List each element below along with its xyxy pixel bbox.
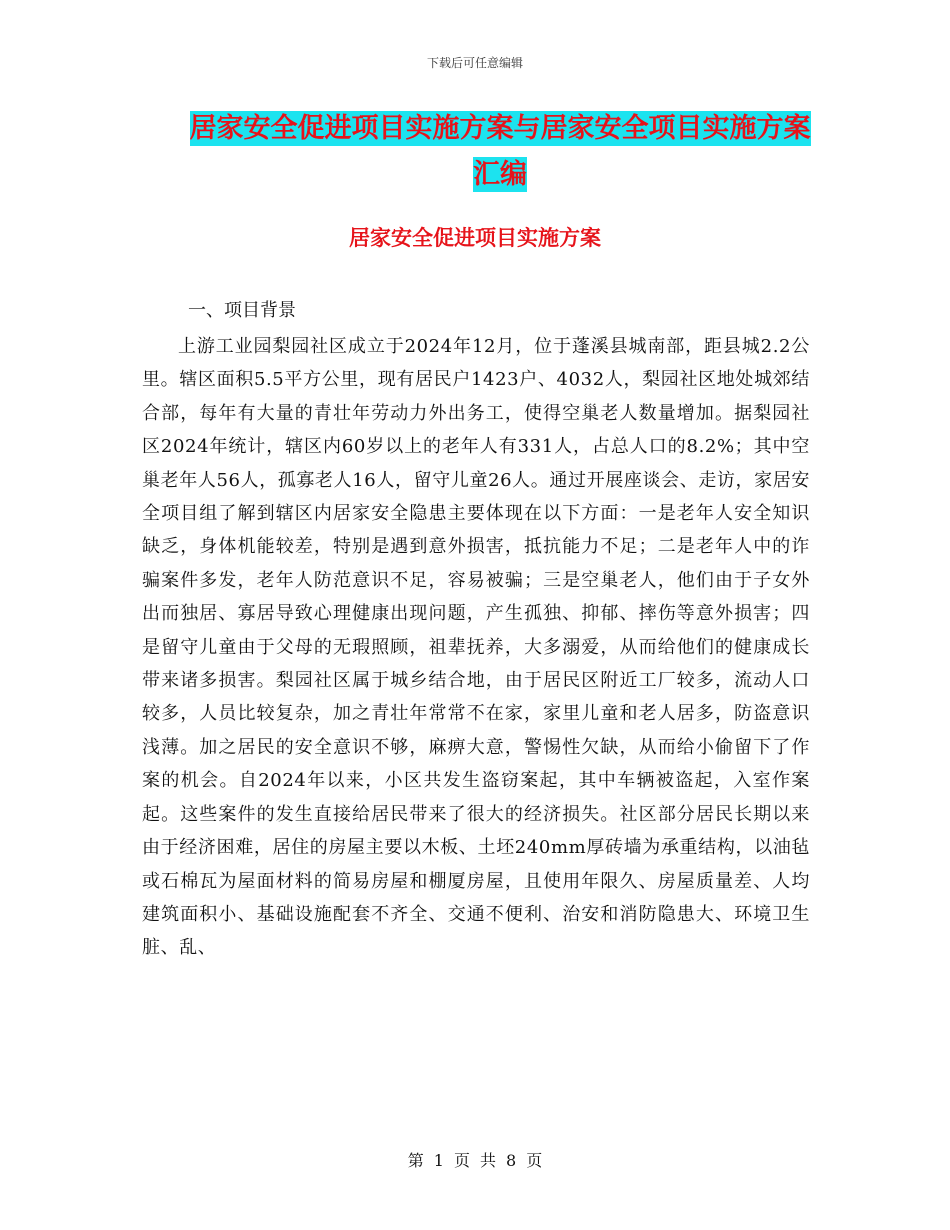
footer-suffix: 页 (526, 1151, 543, 1170)
sub-title: 居家安全促进项目实施方案 (349, 226, 601, 250)
footer-mid2: 共 (480, 1151, 497, 1170)
footer-prefix: 第 (407, 1151, 424, 1170)
main-title-line1: 居家安全促进项目实施方案与居家安全项目实施方案 (189, 113, 811, 144)
header-note: 下载后可任意编辑 (426, 56, 523, 70)
footer-total-pages: 8 (506, 1151, 517, 1170)
main-title-line2: 汇编 (473, 159, 527, 190)
footer-mid1: 页 (453, 1151, 470, 1170)
section-heading: 一、项目背景 (188, 300, 296, 321)
main-title (140, 106, 860, 198)
page-footer (0, 1148, 950, 1171)
footer-current-page: 1 (433, 1151, 444, 1170)
body-paragraph: 上游工业园梨园社区成立于2024年12月，位于蓬溪县城南部，距县城2.2公里。辖区面积5.5平方公里，现有居民户1423户、4032人，梨园社区地处城郊结合部，每年有大量的青壮年劳动力外出务工，使得空巢老人数量增加。据梨园社区2024年统计，辖区内60岁以上的老年人有331人，占总人口的8.2%；其中空巢老年人56人，孤寡老人16人，留守儿童26人。通过开展座谈会、走访，家居安全项目组了解到辖区内居家安全隐患主要体现在以下方面：一是老年人安全知识缺乏，身体机能较差，特别是遇到意外损害，抵抗能力不足；二是老年人中的诈骗案件多发，老年人防范意识不足，容易被骗；三是空巢老人，他们由于子女外出而独居、寡居导致心理健康出现问题，产生孤独、抑郁、摔伤等意外损害；四是留守儿童由于父母的无瑕照顾，祖辈抚养，大多溺爱，从而给他们的健康成长带来诸多损害。梨园社区属于城乡结合地，由于居民区附近工厂较多，流动人口较多，人员比较复杂，加之青壮年常常不在家，家里儿童和老人居多，防盗意识浅薄。加之居民的安全意识不够，麻痹大意，警惕性欠缺，从而给小偷留下了作案的机会。自2024年以来，小区共发生盗窃案起，其中车辆被盗起，入室作案起。这些案件的发生直接给居民带来了很大的经济损失。社区部分居民长期以来由于经济困难，居住的房屋主要以木板、土坯240mm厚砖墙为承重结构，以油毡或石棉瓦为屋面材料的简易房屋和棚厦房屋，且使用年限久、房屋质量差、人均建筑面积小、基础设施配套不齐全、交通不便利、治安和消防隐患大、环境卫生脏、乱、 (142, 336, 810, 959)
